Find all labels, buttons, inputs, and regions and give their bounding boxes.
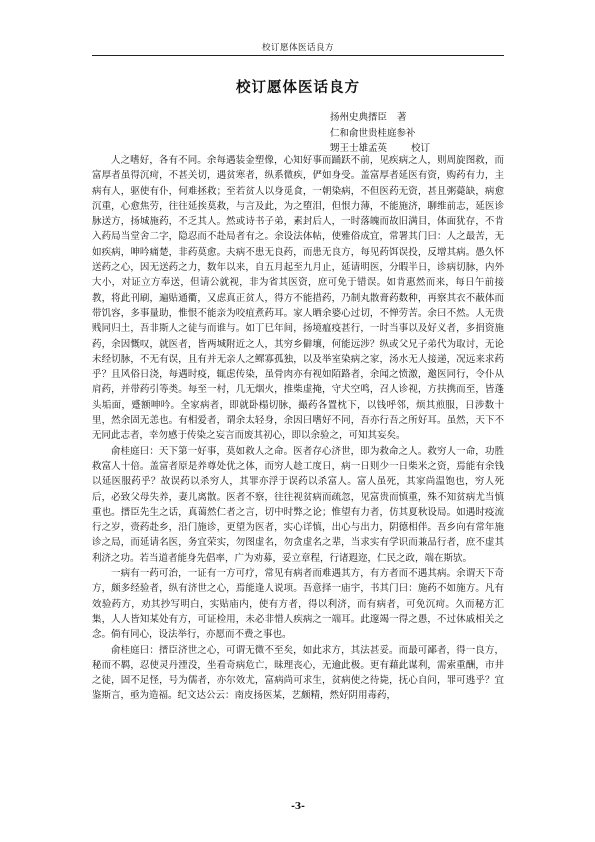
author-credits xyxy=(330,110,520,157)
paragraph: 俞桂庭曰：天下第一好事，莫如救人之命。医者存心济世，即为救命之人。救穷人一命，功胜救富人十倍。盖富者原是养尊处优之体，而穷人趁工度日，病一日则少一日柴米之资，焉能有余钱以延医服药乎？故误药以杀穷人，其罪亦浮于误药以杀富人。富人虽死，其家尚温饱也，穷人死后，必致父母失养，妻儿离散。医者不察，往往视贫病而疏忽，见富贵而慎重，殊不知贫病尤当慎重也。搢臣先生之话，真蔼然仁者之言，切中时弊之论；惟望有力者，仿其夏秋设局。如遇时疫流行之岁，赍药赴乡，沿门施诊，更望为医者，实心详慎，出心与出力，阴德相伴。吾乡向有常年施诊之局，而延请名医，务宜荣实，勿图虚名，勿贪虚名之辈，当求实有学识而兼品行者，庶不虚其利济之功。若当道者能身先倡率，广为劝募，妥立章程，行诸遐迩，仁民之政，端在斯欤。 xyxy=(92,445,504,564)
paragraph: 一病有一药可治，一证有一方可疗，常见有病者而难遇其方，有方者而不遇其病。余谓天下奇方，颇多经验者，纵有济世之心，焉能逢人说项。吾意择一庙宇，书其门曰：施药不如施方。凡有效验药方，劝其抄写明白，实贴庙内，使有方者，得以利济，而有病者，可免沉疴。久而秘方汇集，人人皆知某处有方，可证检用，未必非惜人疾病之一端耳。此邃竭一得之愚，不过休戚相关之念。倘有同心，设法举行，亦愿而不费之事也。 xyxy=(92,568,504,641)
credit-name: 扬州史典搢臣 xyxy=(330,112,388,123)
page-number: -3- xyxy=(291,802,305,812)
credit-role: 校订 xyxy=(411,143,431,154)
credit-name: 甥王士雄孟英 xyxy=(330,143,388,154)
credit-line xyxy=(330,110,520,126)
credit-line xyxy=(330,126,520,142)
credit-name: 仁和俞世贵桂庭参补 xyxy=(330,127,416,139)
body-text xyxy=(92,153,504,704)
page-title: 校订愿体医话良方 xyxy=(236,80,360,96)
paragraph: 人之嗜好，各有不同。余每遇装金塑像，心知好事而踊跃不前，见疾病之人，则周旋图救，而富厚者虽得沉疴，不甚关切，遇贫寒者，纵系微疾，俨如身受。盖富厚者延医有资，购药有力，主病有人，驱使有仆，何难拯救；至若贫人以身觅食，一朝染病，不但医药无资，甚且粥薨缺，病愈沉重，心愈焦劳，往往延挨莫救，与言及此，为之堕泪，但恨力薄，不能施济，聊维前志，延医诊脉送方，扬城施药，不乏其人。然或诗书子弟，素封后人，一时落魄而故旧满目，体面犹存，不肯入药局当堂舍二字，隐忍而不赴局者有之。余设法体帖，使雅俗成宜，常署其门曰：人之最苦，无如疾病，呻吟痛楚，非药莫愈。夫病不患无良药，而患无良方，每见药饵误投，反增其病。愚久怀送药之心，因无送药之力，数年以来，自五月起至九月止，延请明医，分暇半日，诊病切脉，内外大小，对证立方奉送，但请公就视，非为省其医资，庶可免于错误。如肯惠然而来，每日午前接教，将此刊刷，遍贴通衢，又虑真正贫人，得方不能措药，乃制丸散膏药数种，再察其衣不蔽体而带饥容，多事量助，惟恨不能亲为咬疽煮药耳。家人晒余婆心过切，不惮劳苦。余曰不然。人无贵贱同归土，吾非斯人之徒与而谁与。如丁巳年间，扬境瘟疫甚行，一时当事以及好义者，多捐资施药，余因慨叹，就医者，皆两城附近之人，其穷乡僻壤，何能远涉？纵或父兄子弟代为取讨，无论未经切脉，不无有误，且有并无亲人之鳏寡孤独，以及举室染病之家，汤水无人接递，况远来求药乎？且风俗日浇，每遇时疫，辄虑传染，虽骨肉亦有视如陌路者，余闻之愤激，邀医同行，令仆从肩药，并带药引等类。每至一村，几无烟火，推柴虚掩，守犬空鸣，召人诊视，方扶携而至，皆蓬头垢面，蹙额呻吟。全家病者，即就卧榻切脉，撮药各置枕下，以钱呼邻，烦其煎服，日涉数十里，然余固无恙也。有相爱者，谓余太轻身，余因曰嗜好不同，吾亦行吾之所好耳。虽然，天下不无同此志者，幸勿感于传染之妄言而废其初心，即以余验之，可知其妄矣。 xyxy=(92,155,504,442)
paragraph: 俞桂庭曰：搢臣济世之心，可谓无微不至矣，如此求方，其法甚妥。而最可鄙者，得一良方，秘而不羁，忍使灵丹湮没，坐看奇病危亡，昧理丧心，无逾此极。更有藉此谋利，需索重酬，市井之徒，固不足怪，号为儒者，亦尔效尤，富病尚可求生，贫病使之待毙，抚心自问，罪可逃乎？宜鉴斯言，亟为造福。纪文达公云：南皮扬医某，艺颇精，然好阴用毒药， xyxy=(92,644,504,702)
credit-role: 著 xyxy=(397,112,407,123)
header-rule xyxy=(92,55,504,56)
running-head: 校订愿体医话良方 xyxy=(261,43,334,53)
